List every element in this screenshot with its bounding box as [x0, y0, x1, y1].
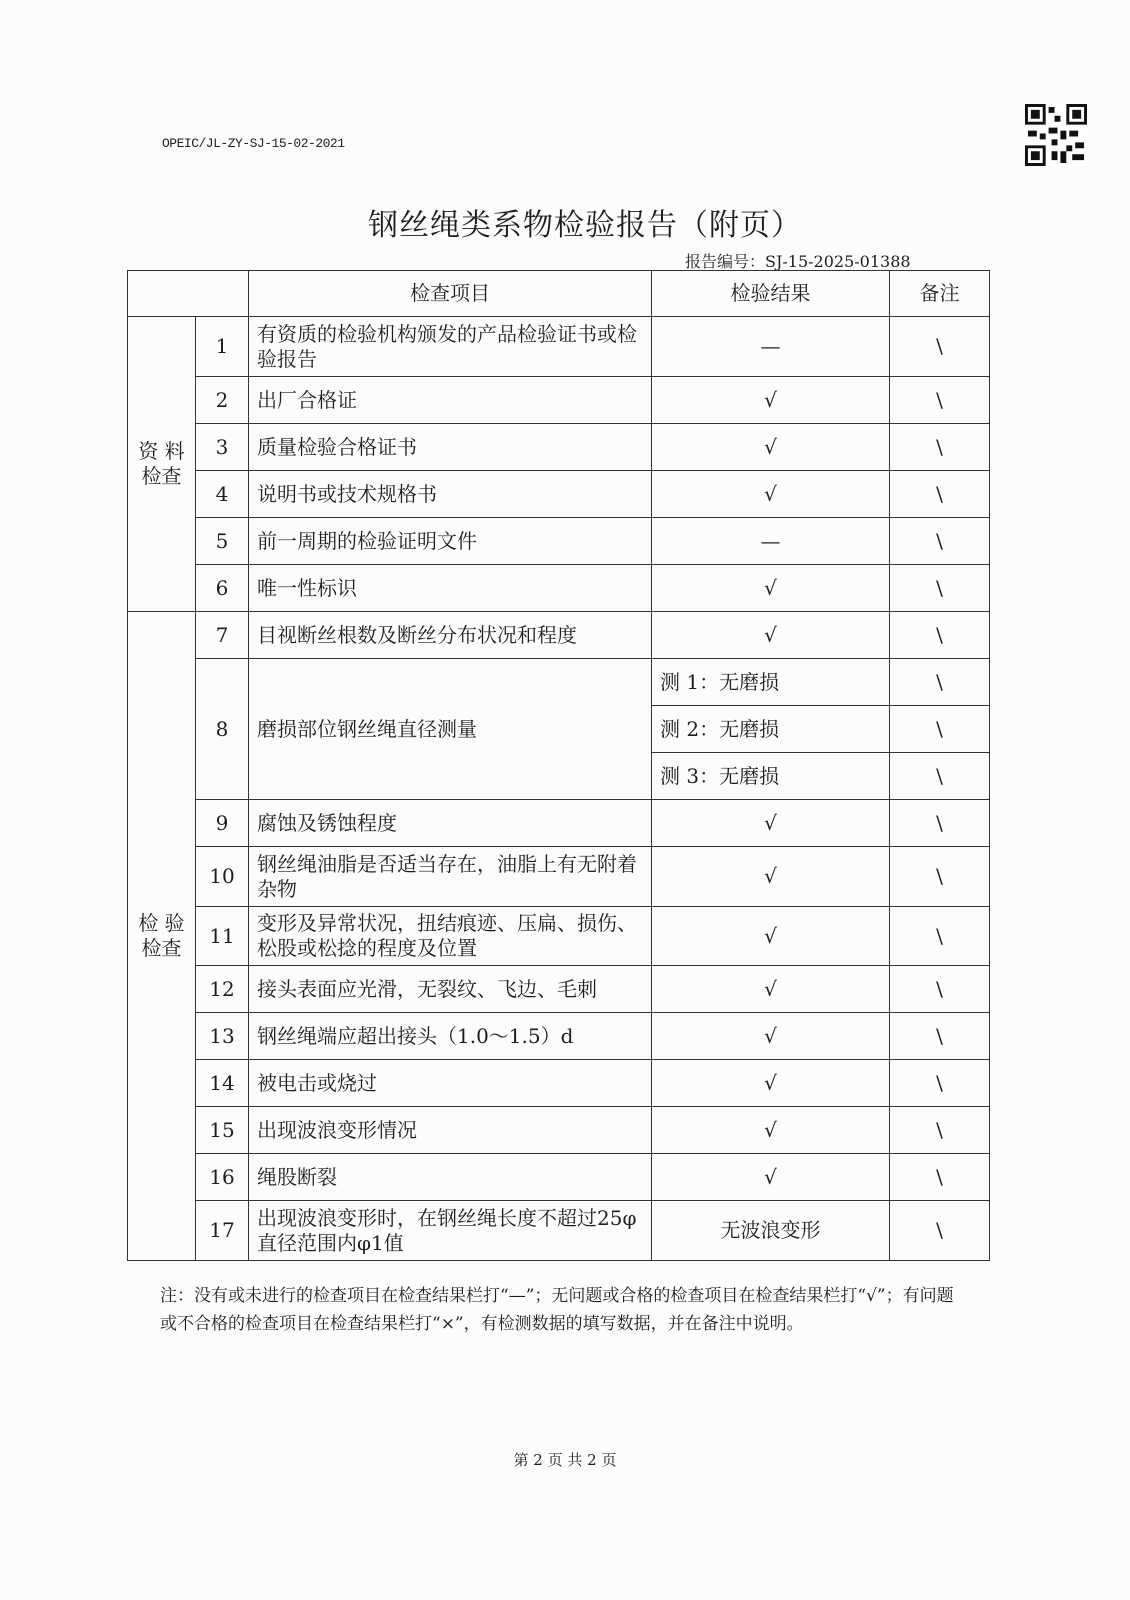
note-cell: \: [890, 377, 990, 424]
note-cell: \: [890, 612, 990, 659]
item-description: 被电击或烧过: [249, 1060, 652, 1107]
note-cell: \: [890, 424, 990, 471]
item-description: 出现波浪变形时，在钢丝绳长度不超过25φ直径范围内φ1值: [249, 1201, 652, 1261]
item-description: 唯一性标识: [249, 565, 652, 612]
item-number: 4: [196, 471, 249, 518]
note-cell: \: [890, 966, 990, 1013]
note-cell: \: [890, 847, 990, 907]
result-cell: —: [652, 518, 890, 565]
note-cell: \: [890, 1060, 990, 1107]
item-description: 质量检验合格证书: [249, 424, 652, 471]
table-row: [128, 1107, 990, 1154]
note-cell: \: [890, 753, 990, 800]
result-cell: 测 1：无磨损: [652, 659, 890, 706]
item-number: 9: [196, 800, 249, 847]
note-cell: \: [890, 907, 990, 966]
item-description: 变形及异常状况，扭结痕迹、压扁、损伤、松股或松捻的程度及位置: [249, 907, 652, 966]
item-number: 17: [196, 1201, 249, 1261]
item-number: 1: [196, 317, 249, 377]
note-cell: \: [890, 1107, 990, 1154]
result-cell: √: [652, 907, 890, 966]
result-cell: √: [652, 1013, 890, 1060]
qr-code: [1025, 104, 1087, 166]
table-row: [128, 1154, 990, 1201]
category-cell: [128, 317, 196, 612]
result-cell: —: [652, 317, 890, 377]
item-description: 出厂合格证: [249, 377, 652, 424]
item-number: 12: [196, 966, 249, 1013]
item-description: 前一周期的检验证明文件: [249, 518, 652, 565]
table-row: [128, 612, 990, 659]
table-row: [128, 518, 990, 565]
table-row: [128, 1201, 990, 1261]
item-description: 有资质的检验机构颁发的产品检验证书或检验报告: [249, 317, 652, 377]
item-number: 13: [196, 1013, 249, 1060]
table-row: [128, 800, 990, 847]
item-number: 14: [196, 1060, 249, 1107]
table-row: [128, 907, 990, 966]
note-cell: \: [890, 565, 990, 612]
item-number: 15: [196, 1107, 249, 1154]
item-number: 3: [196, 424, 249, 471]
item-description: 磨损部位钢丝绳直径测量: [249, 659, 652, 800]
footnote: 注：没有或未进行的检查项目在检查结果栏打“—”；无问题或合格的检查项目在检查结果栏打“√”；有问题或不合格的检查项目在检查结果栏打“×”，有检测数据的填写数据，并在备注中说明。: [160, 1286, 954, 1334]
note-cell: \: [890, 659, 990, 706]
result-cell: 测 2：无磨损: [652, 706, 890, 753]
table-header-row: [128, 271, 990, 317]
note-cell: \: [890, 800, 990, 847]
page-title: 钢丝绳类系物检验报告（附页）: [368, 208, 802, 243]
note-cell: \: [890, 706, 990, 753]
item-description: 腐蚀及锈蚀程度: [249, 800, 652, 847]
page-number: 第 2 页 共 2 页: [513, 1451, 617, 1469]
document-code: OPEIC/JL-ZY-SJ-15-02-2021: [162, 136, 345, 151]
result-cell: √: [652, 377, 890, 424]
result-cell: 无波浪变形: [652, 1201, 890, 1261]
item-number: 10: [196, 847, 249, 907]
item-number: 7: [196, 612, 249, 659]
note-cell: \: [890, 1013, 990, 1060]
note-cell: \: [890, 471, 990, 518]
category-cell: [128, 612, 196, 1261]
result-cell: √: [652, 1154, 890, 1201]
header-item: 检查项目: [249, 271, 652, 317]
item-description: 钢丝绳油脂是否适当存在，油脂上有无附着杂物: [249, 847, 652, 907]
table-row: [128, 847, 990, 907]
table-row: [128, 424, 990, 471]
table-row: [128, 1013, 990, 1060]
result-cell: √: [652, 1060, 890, 1107]
table-row: [128, 966, 990, 1013]
result-cell: √: [652, 471, 890, 518]
item-description: 出现波浪变形情况: [249, 1107, 652, 1154]
result-cell: √: [652, 612, 890, 659]
item-description: 说明书或技术规格书: [249, 471, 652, 518]
inspection-table: [127, 270, 990, 1261]
note-cell: \: [890, 1154, 990, 1201]
report-number: 报告编号：SJ-15-2025-01388: [685, 252, 911, 271]
table-row: [128, 471, 990, 518]
result-cell: √: [652, 800, 890, 847]
result-cell: 测 3：无磨损: [652, 753, 890, 800]
item-number: 11: [196, 907, 249, 966]
note-cell: \: [890, 317, 990, 377]
note-cell: \: [890, 1201, 990, 1261]
result-cell: √: [652, 424, 890, 471]
table-row: [128, 1060, 990, 1107]
item-number: 8: [196, 659, 249, 800]
category-label: 检 验 检查: [138, 911, 185, 960]
item-description: 目视断丝根数及断丝分布状况和程度: [249, 612, 652, 659]
result-cell: √: [652, 1107, 890, 1154]
item-description: 接头表面应光滑，无裂纹、飞边、毛刺: [249, 966, 652, 1013]
header-result: 检验结果: [652, 271, 890, 317]
item-number: 16: [196, 1154, 249, 1201]
category-label: 资 料 检查: [138, 439, 185, 488]
result-cell: √: [652, 847, 890, 907]
result-cell: √: [652, 966, 890, 1013]
table-row: [128, 377, 990, 424]
note-cell: \: [890, 518, 990, 565]
header-blank: [128, 271, 249, 317]
table-row: [128, 565, 990, 612]
item-number: 6: [196, 565, 249, 612]
result-cell: √: [652, 565, 890, 612]
item-number: 2: [196, 377, 249, 424]
item-description: 钢丝绳端应超出接头（1.0～1.5）d: [249, 1013, 652, 1060]
item-number: 5: [196, 518, 249, 565]
table-row: [128, 659, 990, 706]
item-description: 绳股断裂: [249, 1154, 652, 1201]
table-row: [128, 317, 990, 377]
header-note: 备注: [890, 271, 990, 317]
